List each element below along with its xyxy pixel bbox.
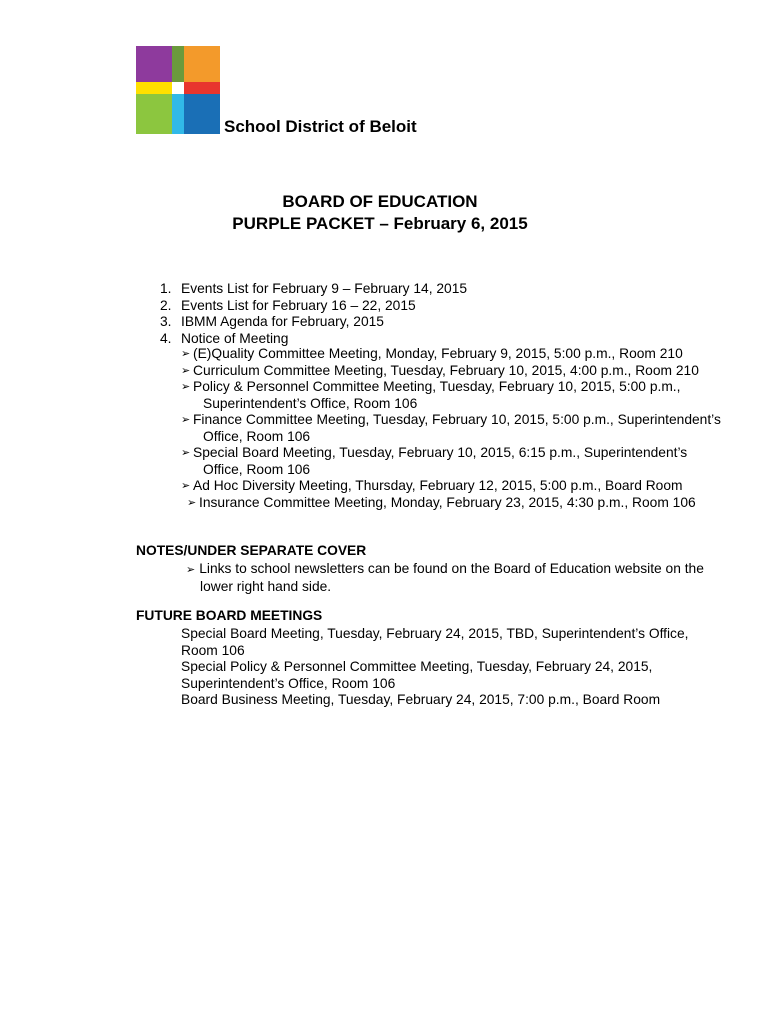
list-item: 1. Events List for February 9 – February 14, 2015 <box>160 281 468 296</box>
arrowhead-bullet-icon: ➢ <box>181 414 191 426</box>
future-meetings-list <box>181 626 721 709</box>
future-meetings-heading: FUTURE BOARD MEETINGS <box>136 608 323 623</box>
future-line: Superintendent’s Office, Room 106 <box>181 675 396 691</box>
arrowhead-bullet-icon: ➢ <box>187 496 197 509</box>
notes-section <box>186 561 726 595</box>
meeting-item: ➢ Insurance Committee Meeting, Monday, February 23, 2015, 4:30 p.m., Room 106 <box>187 494 696 510</box>
title-line-1: BOARD OF EDUCATION <box>282 192 478 211</box>
title-line-2: PURPLE PACKET – February 6, 2015 <box>232 214 528 233</box>
district-logo <box>136 46 220 134</box>
arrowhead-bullet-icon: ➢ <box>181 381 191 393</box>
meeting-item: ➢ (E)Quality Committee Meeting, Monday, February 9, 2015, 5:00 p.m., Room 210 <box>181 346 683 361</box>
notes-heading: NOTES/UNDER SEPARATE COVER <box>136 543 367 558</box>
arrowhead-bullet-icon: ➢ <box>181 348 191 360</box>
arrowhead-bullet-icon: ➢ <box>186 564 196 576</box>
meeting-list <box>181 346 741 511</box>
agenda-list <box>160 281 467 347</box>
arrowhead-bullet-icon: ➢ <box>181 447 191 459</box>
future-line: Board Business Meeting, Tuesday, February 24, 2015, 7:00 p.m., Board Room <box>181 692 661 707</box>
org-name: School District of Beloit <box>224 117 417 136</box>
list-item: ➢ Links to school newsletters can be found on the Board of Education website on the <box>186 561 704 576</box>
notes-line-2: lower right hand side. <box>200 578 332 594</box>
meeting-item: ➢ Policy & Personnel Committee Meeting, Tuesday, February 10, 2015, 5:00 p.m., Superintendent’s Office, Room 106 <box>181 379 681 411</box>
arrowhead-bullet-icon: ➢ <box>181 480 191 492</box>
list-item: 3. IBMM Agenda for February, 2015 <box>160 314 384 329</box>
meeting-item: ➢ Finance Committee Meeting, Tuesday, February 10, 2015, 5:00 p.m., Superintendent’s Office, Room 106 <box>181 412 721 444</box>
list-item: 4. Notice of Meeting <box>160 330 289 346</box>
meeting-item: ➢ Curriculum Committee Meeting, Tuesday, February 10, 2015, 4:00 p.m., Room 210 <box>181 362 699 378</box>
future-line: Special Policy & Personnel Committee Meeting, Tuesday, February 24, 2015, <box>181 659 653 674</box>
document-title <box>0 191 770 235</box>
meeting-item: ➢ Ad Hoc Diversity Meeting, Thursday, February 12, 2015, 5:00 p.m., Board Room <box>181 478 683 493</box>
meeting-item: ➢ Special Board Meeting, Tuesday, February 10, 2015, 6:15 p.m., Superintendent’s Office, Room 106 <box>181 445 688 477</box>
future-line: Room 106 <box>181 642 245 658</box>
future-line: Special Board Meeting, Tuesday, February 24, 2015, TBD, Superintendent’s Office, <box>181 626 689 641</box>
arrowhead-bullet-icon: ➢ <box>181 364 191 377</box>
list-item: 2. Events List for February 16 – 22, 2015 <box>160 297 416 313</box>
